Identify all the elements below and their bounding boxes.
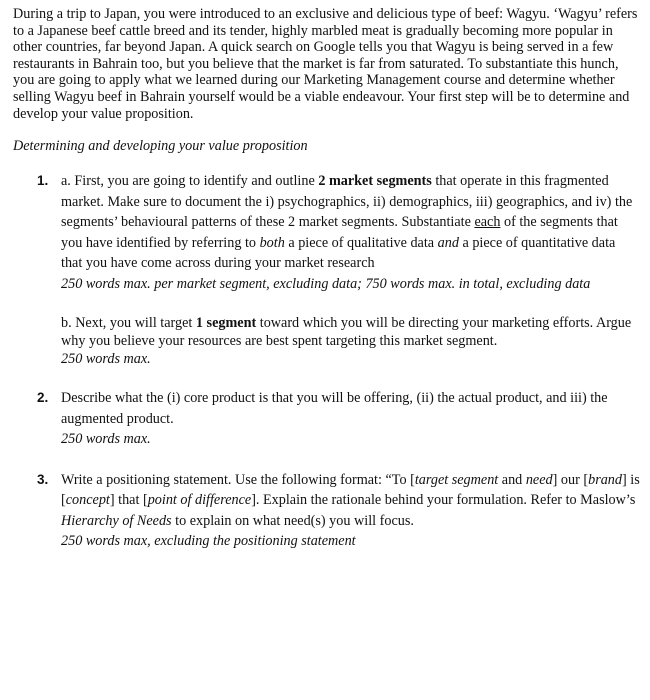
text-segment: Describe what the (i) core product is that you will be offering, (ii) the actual product, and iii) the augmented product. — [61, 390, 608, 427]
question-number: 3. — [37, 471, 49, 487]
text-segment: and — [498, 471, 526, 488]
text-segment: a piece of qualitative data — [284, 234, 438, 251]
question-number: 1. — [37, 173, 49, 189]
text-segment: b. Next, you will target — [61, 315, 196, 332]
text-segment: Write a positioning statement. Use the following format: “To [ — [61, 471, 415, 488]
question-1 — [13, 171, 640, 368]
text-segment: ] our [ — [552, 471, 589, 488]
word-limit: 250 words max. — [61, 431, 151, 448]
text-segment: a piece of quantitative data that you have come across during your market research — [61, 234, 616, 272]
text-segment: that operate in this fragmented market. Make sure to document the i) psychographics, ii) demographics, iii) geographics, and iv) the segments’ behavioural patterns of these 2 market segments. Substantiate — [61, 173, 633, 231]
italic-text: target segment — [414, 471, 499, 488]
bold-text: 2 market segments — [318, 173, 432, 190]
question-1-part-a — [61, 171, 640, 294]
text-segment: a. First, you are going to identify and outline — [61, 173, 319, 190]
text-segment: ]. Explain the rationale behind your formulation. Refer to Maslow’s — [251, 492, 636, 509]
text-segment: toward which you will be directing your marketing efforts. Argue why you believe your resources are best spent targeting this market segment. — [61, 315, 632, 350]
intro-paragraph: During a trip to Japan, you were introduced to an exclusive and delicious type of beef: Wagyu. ‘Wagyu’ refers to a Japanese beef cattle breed and its tender, highly marbled meat is gradually becoming more popular in other countries, far beyond Japan. A quick search on Google tells you that Wagyu is being served in a few restaurants in Bahrain too, but you believe that the market is far from saturated. To substantiate this hunch, you are going to apply what we learned during our Marketing Management course and determine whether selling Wagyu beef in Bahrain yourself would be a viable endeavour. Your first step will be to determine and develop your value proposition. — [13, 6, 638, 122]
section-heading: Determining and developing your value proposition — [13, 138, 308, 155]
word-limit: 250 words max. per market segment, excluding data; 750 words max. in total, excluding data — [61, 275, 591, 292]
italic-text: and — [437, 234, 459, 251]
word-limit: 250 words max, excluding the positioning statement — [61, 533, 356, 550]
italic-text: brand — [588, 471, 622, 488]
word-limit: 250 words max. — [61, 351, 151, 368]
italic-text: Hierarchy of Needs — [61, 512, 172, 529]
italic-text: point of difference — [147, 492, 252, 509]
text-segment: ] is [ — [61, 471, 640, 509]
question-1-part-b — [61, 314, 640, 368]
bold-text: 1 segment — [195, 315, 257, 332]
text-segment: of the segments that you have identified by referring to — [61, 214, 618, 251]
italic-text: both — [259, 234, 285, 251]
underlined-text: each — [474, 214, 501, 231]
question-list — [13, 171, 640, 552]
question-number: 2. — [37, 390, 49, 406]
question-3-body — [61, 470, 640, 552]
question-2 — [13, 388, 640, 450]
text-segment: ] that [ — [109, 492, 148, 509]
italic-text: need — [525, 471, 553, 488]
question-2-body — [61, 388, 640, 450]
italic-text: concept — [65, 492, 110, 509]
question-3 — [13, 470, 640, 552]
text-segment: to explain on what need(s) you will focus. — [171, 512, 414, 529]
